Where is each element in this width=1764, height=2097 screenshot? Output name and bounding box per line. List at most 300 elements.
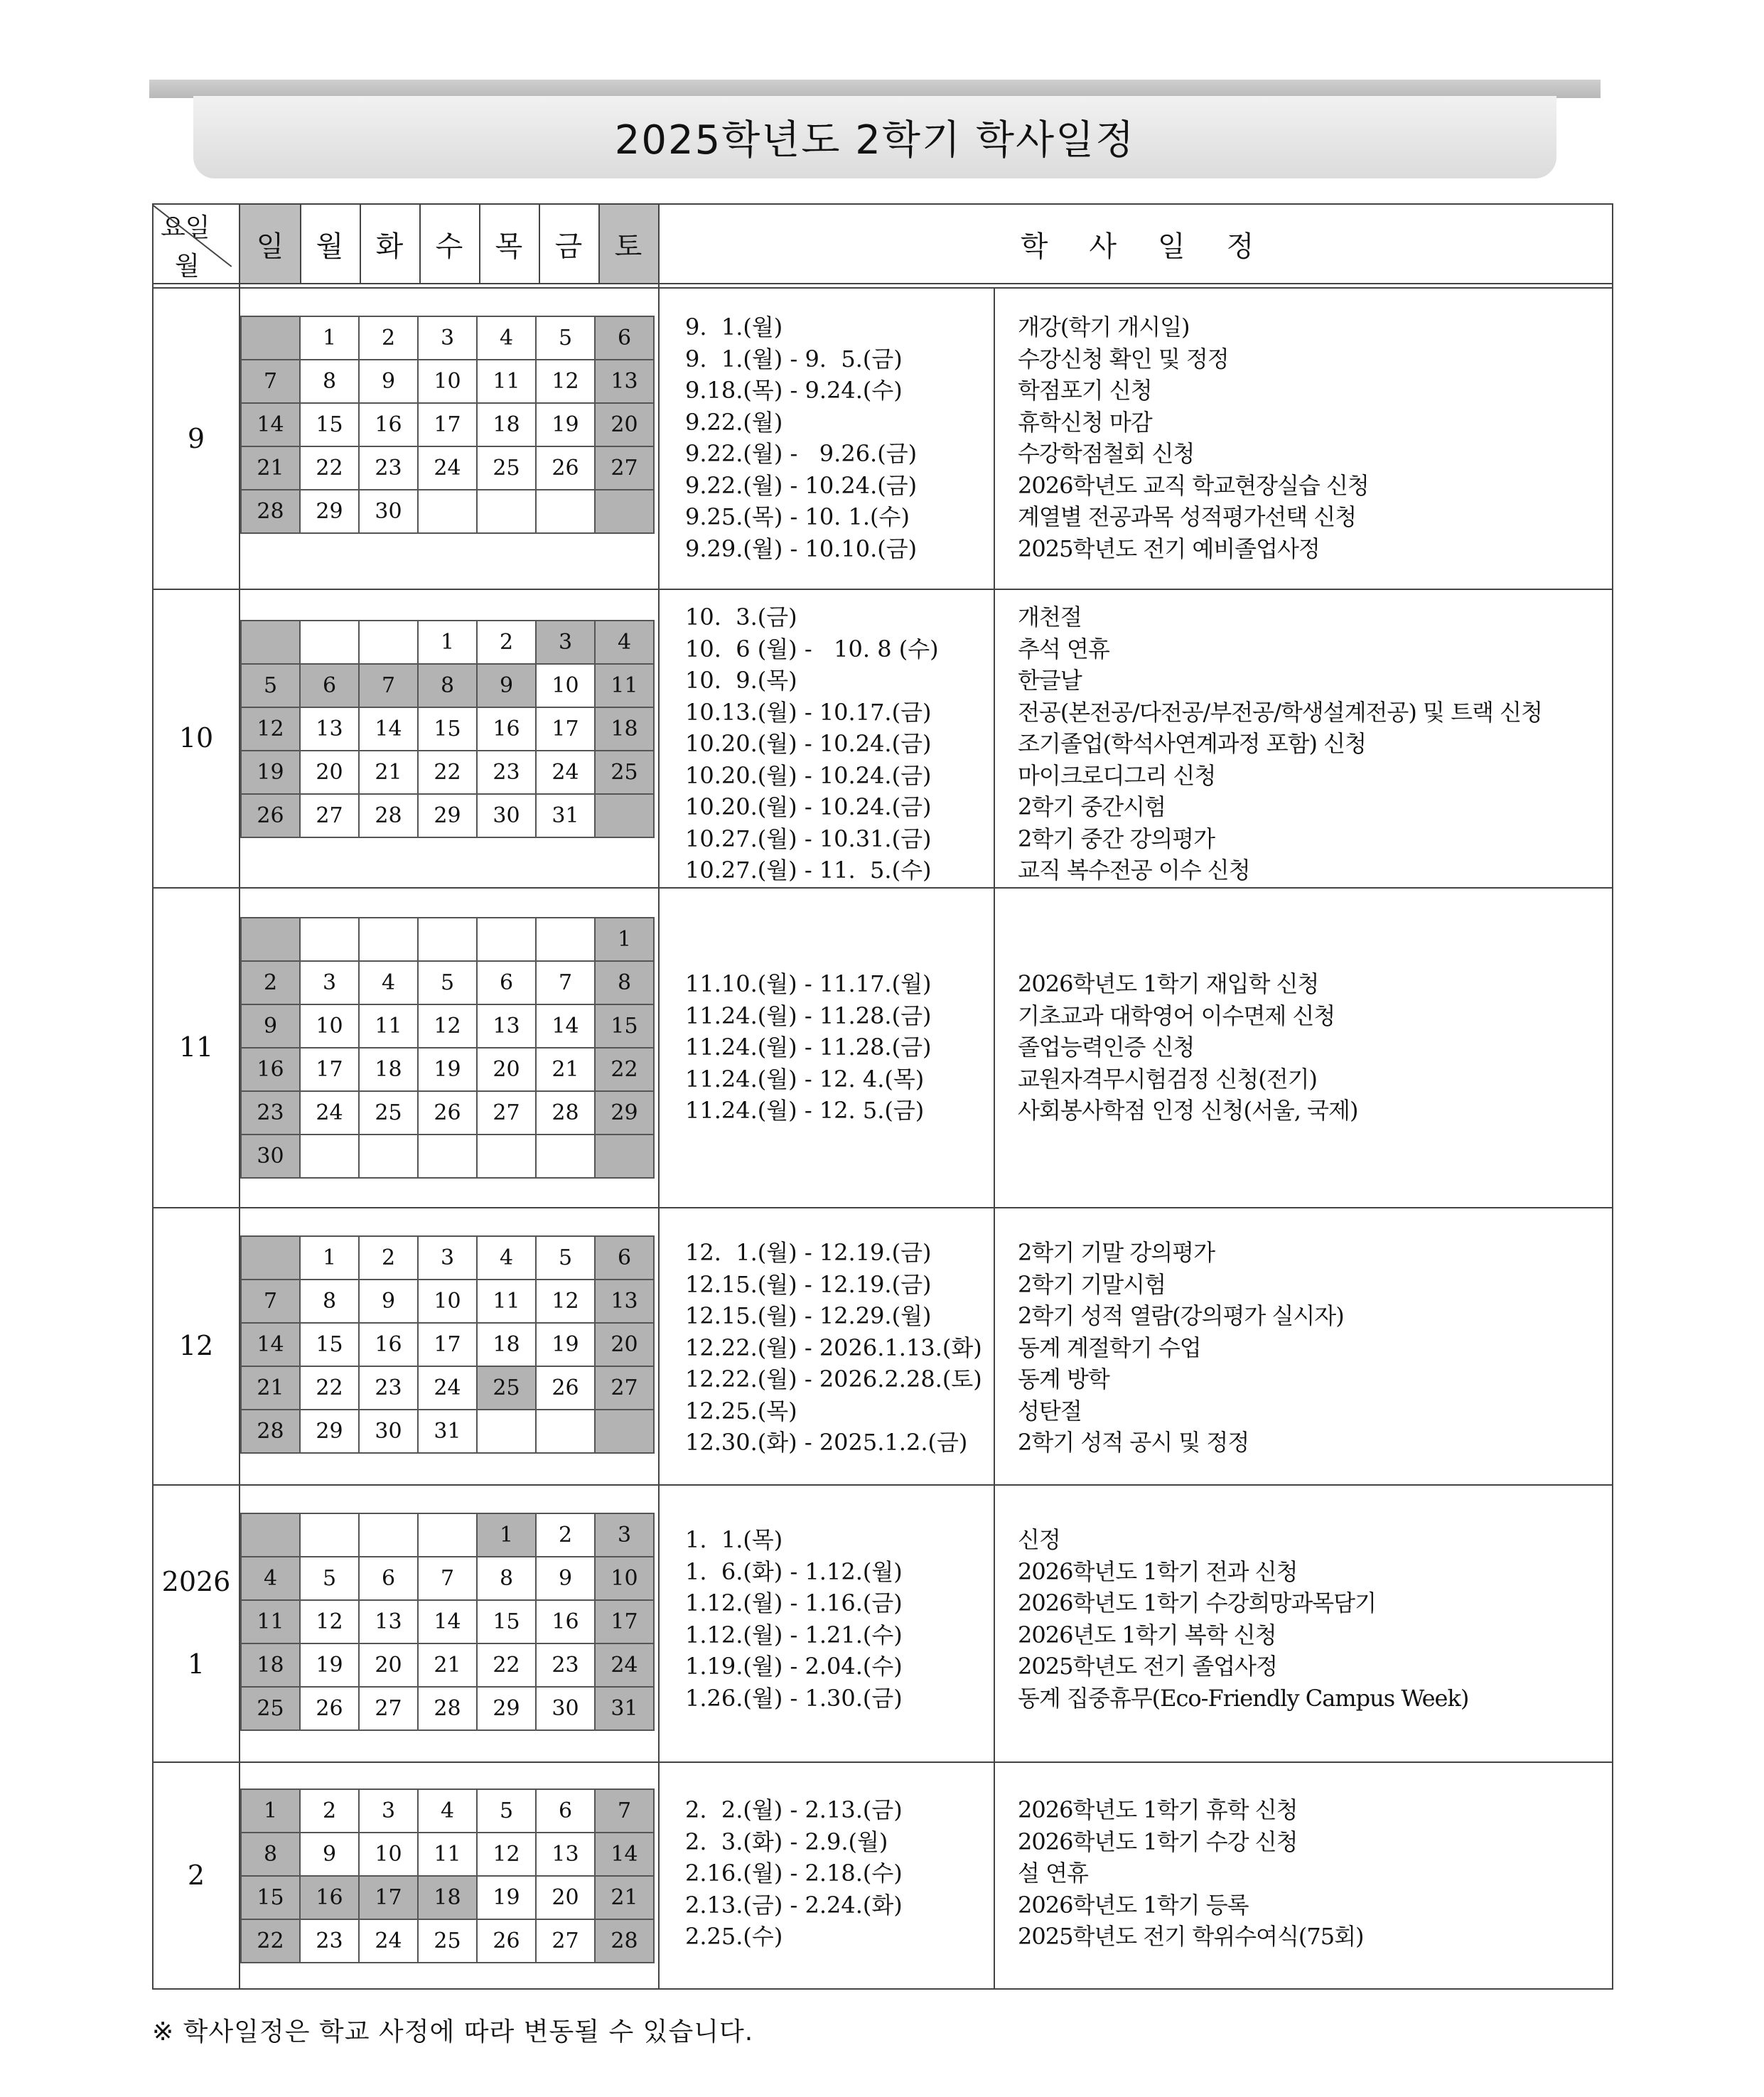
calendar-day: 9 bbox=[359, 360, 418, 403]
calendar-day bbox=[241, 1236, 300, 1280]
calendar-day: 3 bbox=[300, 961, 359, 1004]
schedule-date: 12.30.(화) - 2025.1.2.(금) bbox=[685, 1429, 968, 1456]
schedule-event: 2학기 기말시험 bbox=[1018, 1270, 1166, 1298]
calendar-day: 21 bbox=[241, 446, 300, 490]
schedule-event: 성탄절 bbox=[1018, 1397, 1082, 1425]
calendar-day: 4 bbox=[477, 1236, 536, 1280]
calendar-day: 13 bbox=[300, 707, 359, 751]
calendar-day: 6 bbox=[300, 664, 359, 707]
calendar-day: 26 bbox=[300, 1687, 359, 1730]
calendar-column-border bbox=[658, 203, 660, 1990]
calendar-day: 23 bbox=[477, 751, 536, 794]
calendar-day: 13 bbox=[536, 1833, 595, 1876]
month-separator bbox=[152, 1761, 1613, 1763]
month-calendar bbox=[240, 1235, 655, 1454]
calendar-day: 3 bbox=[418, 316, 477, 360]
calendar-day: 22 bbox=[241, 1919, 300, 1963]
calendar-week bbox=[241, 1048, 654, 1091]
schedule-event: 2026학년도 1학기 재입학 신청 bbox=[1018, 970, 1319, 997]
calendar-week bbox=[241, 1280, 654, 1323]
schedule-date: 1. 6.(화) - 1.12.(월) bbox=[685, 1557, 903, 1585]
schedule-event: 계열별 전공과목 성적평가선택 신청 bbox=[1018, 503, 1357, 530]
calendar-day: 19 bbox=[418, 1048, 477, 1091]
month-calendar bbox=[240, 917, 655, 1179]
schedule-date: 9.22.(월) bbox=[685, 408, 783, 436]
calendar-day: 4 bbox=[359, 961, 418, 1004]
calendar-day: 17 bbox=[418, 403, 477, 446]
calendar-day: 6 bbox=[477, 961, 536, 1004]
weekday-separator bbox=[419, 203, 421, 284]
schedule-date: 12.15.(월) - 12.19.(금) bbox=[685, 1270, 932, 1298]
calendar-day: 12 bbox=[536, 1280, 595, 1323]
calendar-day: 17 bbox=[595, 1600, 654, 1643]
schedule-date: 9. 1.(월) bbox=[685, 313, 783, 340]
schedule-date: 11.24.(월) - 11.28.(금) bbox=[685, 1002, 932, 1029]
schedule-event: 신정 bbox=[1018, 1526, 1060, 1553]
calendar-day: 26 bbox=[477, 1919, 536, 1963]
calendar-day: 27 bbox=[300, 794, 359, 837]
schedule-event: 조기졸업(학석사연계과정 포함) 신청 bbox=[1018, 730, 1366, 757]
calendar-day: 30 bbox=[536, 1687, 595, 1730]
weekday-separator bbox=[539, 203, 540, 284]
calendar-day: 12 bbox=[418, 1004, 477, 1048]
weekday-header-thu: 목 bbox=[495, 230, 523, 263]
calendar-week bbox=[241, 316, 654, 360]
schedule-date: 9.29.(월) - 10.10.(금) bbox=[685, 535, 918, 562]
schedule-date: 10.20.(월) - 10.24.(금) bbox=[685, 761, 932, 789]
schedule-event: 2학기 중간시험 bbox=[1018, 793, 1166, 820]
calendar-day: 6 bbox=[595, 1236, 654, 1280]
month-separator bbox=[152, 1484, 1613, 1486]
calendar-day: 2 bbox=[359, 316, 418, 360]
calendar-day: 16 bbox=[359, 1323, 418, 1366]
schedule-date: 1.19.(월) - 2.04.(수) bbox=[685, 1653, 903, 1680]
month-label-line: 10 bbox=[178, 722, 214, 753]
calendar-day: 20 bbox=[595, 403, 654, 446]
schedule-event: 2학기 성적 열람(강의평가 실시자) bbox=[1018, 1302, 1344, 1329]
schedule-date: 10. 3.(금) bbox=[685, 604, 797, 631]
calendar-day bbox=[477, 490, 536, 533]
calendar-day: 16 bbox=[300, 1876, 359, 1919]
month-label bbox=[152, 419, 240, 458]
calendar-day: 11 bbox=[477, 360, 536, 403]
schedule-event: 2025학년도 전기 학위수여식(75회) bbox=[1018, 1923, 1364, 1950]
schedule-dates bbox=[685, 1237, 982, 1459]
calendar-day: 25 bbox=[359, 1091, 418, 1135]
schedule-events bbox=[1018, 1237, 1344, 1459]
schedule-dates bbox=[685, 311, 917, 564]
schedule-events bbox=[1018, 601, 1542, 886]
calendar-day: 13 bbox=[359, 1600, 418, 1643]
schedule-event: 2026학년도 교직 학교현장실습 신청 bbox=[1018, 471, 1369, 499]
schedule-date: 1.12.(월) - 1.16.(금) bbox=[685, 1589, 903, 1616]
schedule-events bbox=[1018, 968, 1357, 1127]
calendar-day: 22 bbox=[300, 1366, 359, 1410]
schedule-date: 9.25.(목) - 10. 1.(수) bbox=[685, 503, 910, 530]
calendar-day: 25 bbox=[477, 446, 536, 490]
calendar-week bbox=[241, 707, 654, 751]
calendar-day: 17 bbox=[418, 1323, 477, 1366]
calendar-day: 15 bbox=[418, 707, 477, 751]
calendar-day: 29 bbox=[300, 490, 359, 533]
schedule-date: 2.25.(수) bbox=[685, 1923, 783, 1950]
calendar-week bbox=[241, 1091, 654, 1135]
calendar-day: 30 bbox=[359, 1410, 418, 1453]
calendar-day: 20 bbox=[536, 1876, 595, 1919]
calendar-day: 8 bbox=[418, 664, 477, 707]
calendar-day: 7 bbox=[536, 961, 595, 1004]
calendar-day: 18 bbox=[477, 1323, 536, 1366]
calendar-week bbox=[241, 1004, 654, 1048]
calendar-day: 22 bbox=[477, 1643, 536, 1687]
calendar-day: 16 bbox=[359, 403, 418, 446]
calendar-day: 10 bbox=[418, 1280, 477, 1323]
schedule-event: 교직 복수전공 이수 신청 bbox=[1018, 857, 1250, 884]
calendar-day: 26 bbox=[241, 794, 300, 837]
calendar-day: 19 bbox=[477, 1876, 536, 1919]
calendar-day: 20 bbox=[300, 751, 359, 794]
schedule-event: 설 연휴 bbox=[1018, 1860, 1088, 1887]
schedule-date: 9.18.(목) - 9.24.(수) bbox=[685, 377, 903, 404]
calendar-day: 10 bbox=[536, 664, 595, 707]
calendar-day: 27 bbox=[536, 1919, 595, 1963]
schedule-event: 2학기 중간 강의평가 bbox=[1018, 825, 1215, 852]
calendar-day: 3 bbox=[595, 1513, 654, 1557]
calendar-day: 6 bbox=[595, 316, 654, 360]
calendar-day: 28 bbox=[359, 794, 418, 837]
calendar-day: 15 bbox=[300, 1323, 359, 1366]
calendar-day bbox=[300, 621, 359, 664]
table-bottom-border bbox=[152, 1988, 1613, 1990]
month-label-line: 2026 bbox=[161, 1566, 231, 1597]
calendar-day bbox=[418, 918, 477, 961]
calendar-day: 10 bbox=[300, 1004, 359, 1048]
calendar-day: 27 bbox=[477, 1091, 536, 1135]
month-label bbox=[152, 1855, 240, 1895]
schedule-date: 10. 9.(목) bbox=[685, 667, 797, 694]
calendar-day bbox=[241, 1513, 300, 1557]
calendar-day: 24 bbox=[536, 751, 595, 794]
calendar-day: 21 bbox=[359, 751, 418, 794]
weekday-header-wed: 수 bbox=[435, 230, 463, 263]
calendar-day bbox=[300, 918, 359, 961]
calendar-day: 7 bbox=[241, 360, 300, 403]
calendar-day bbox=[595, 490, 654, 533]
calendar-day: 9 bbox=[536, 1557, 595, 1600]
schedule-event: 전공(본전공/다전공/부전공/학생설계전공) 및 트랙 신청 bbox=[1018, 698, 1542, 726]
calendar-day: 19 bbox=[300, 1643, 359, 1687]
calendar-day: 30 bbox=[477, 794, 536, 837]
calendar-week bbox=[241, 1876, 654, 1919]
calendar-week bbox=[241, 1135, 654, 1178]
calendar-week bbox=[241, 490, 654, 533]
calendar-day: 28 bbox=[536, 1091, 595, 1135]
schedule-date: 9.22.(월) - 10.24.(금) bbox=[685, 471, 918, 499]
schedule-dates bbox=[685, 1524, 903, 1714]
calendar-week bbox=[241, 1557, 654, 1600]
calendar-day: 1 bbox=[300, 1236, 359, 1280]
calendar-day: 31 bbox=[418, 1410, 477, 1453]
schedule-date: 12.22.(월) - 2026.1.13.(화) bbox=[685, 1334, 982, 1361]
calendar-day: 7 bbox=[359, 664, 418, 707]
schedule-event: 동계 방학 bbox=[1018, 1366, 1109, 1393]
calendar-day: 21 bbox=[595, 1876, 654, 1919]
month-calendar bbox=[240, 1788, 655, 1963]
calendar-day: 8 bbox=[241, 1833, 300, 1876]
schedule-event: 휴학신청 마감 bbox=[1018, 408, 1152, 436]
calendar-week bbox=[241, 1687, 654, 1730]
calendar-day: 25 bbox=[595, 751, 654, 794]
calendar-day: 10 bbox=[595, 1557, 654, 1600]
schedule-event: 2026학년도 1학기 수강희망과목담기 bbox=[1018, 1589, 1376, 1616]
weekday-separator bbox=[300, 203, 301, 284]
calendar-day: 4 bbox=[241, 1557, 300, 1600]
schedule-event: 2026학년도 1학기 휴학 신청 bbox=[1018, 1796, 1298, 1823]
calendar-week bbox=[241, 1833, 654, 1876]
calendar-day: 5 bbox=[536, 316, 595, 360]
schedule-event: 2026학년도 1학기 수강 신청 bbox=[1018, 1828, 1298, 1855]
schedule-date: 9. 1.(월) - 9. 5.(금) bbox=[685, 345, 903, 372]
calendar-day: 1 bbox=[300, 316, 359, 360]
calendar-day: 21 bbox=[418, 1643, 477, 1687]
calendar-day: 23 bbox=[536, 1643, 595, 1687]
calendar-day: 14 bbox=[595, 1833, 654, 1876]
calendar-day: 19 bbox=[536, 403, 595, 446]
calendar-day: 1 bbox=[477, 1513, 536, 1557]
calendar-day: 5 bbox=[477, 1789, 536, 1833]
schedule-date: 1.26.(월) - 1.30.(금) bbox=[685, 1684, 903, 1712]
calendar-week bbox=[241, 1919, 654, 1963]
calendar-day: 16 bbox=[536, 1600, 595, 1643]
calendar-week bbox=[241, 1643, 654, 1687]
calendar-day: 25 bbox=[241, 1687, 300, 1730]
weekday-separator bbox=[598, 203, 600, 284]
calendar-day bbox=[359, 918, 418, 961]
schedule-event: 2025학년도 전기 예비졸업사정 bbox=[1018, 535, 1320, 562]
schedule-date: 2. 3.(화) - 2.9.(월) bbox=[685, 1828, 888, 1855]
schedule-events bbox=[1018, 1794, 1364, 1953]
calendar-day bbox=[241, 621, 300, 664]
calendar-day: 16 bbox=[477, 707, 536, 751]
calendar-day: 17 bbox=[300, 1048, 359, 1091]
schedule-date: 10.20.(월) - 10.24.(금) bbox=[685, 793, 932, 820]
calendar-day: 14 bbox=[536, 1004, 595, 1048]
calendar-day: 27 bbox=[595, 1366, 654, 1410]
calendar-day bbox=[595, 1410, 654, 1453]
calendar-day: 22 bbox=[595, 1048, 654, 1091]
corner-label-month: 월 bbox=[175, 252, 200, 281]
calendar-day: 17 bbox=[359, 1876, 418, 1919]
calendar-day: 4 bbox=[477, 316, 536, 360]
calendar-day: 14 bbox=[241, 1323, 300, 1366]
schedule-event: 2026학년도 1학기 전과 신청 bbox=[1018, 1557, 1298, 1585]
calendar-day: 24 bbox=[418, 1366, 477, 1410]
calendar-day: 20 bbox=[595, 1323, 654, 1366]
calendar-day: 30 bbox=[241, 1135, 300, 1178]
weekday-header-mon: 월 bbox=[316, 230, 344, 263]
calendar-day: 26 bbox=[418, 1091, 477, 1135]
calendar-day: 27 bbox=[359, 1687, 418, 1730]
month-calendar bbox=[240, 620, 655, 838]
schedule-date: 1.12.(월) - 1.21.(수) bbox=[685, 1621, 903, 1648]
calendar-day: 7 bbox=[595, 1789, 654, 1833]
calendar-day: 29 bbox=[477, 1687, 536, 1730]
schedule-date: 10. 6 (월) - 10. 8 (수) bbox=[685, 635, 939, 663]
calendar-week bbox=[241, 1789, 654, 1833]
schedule-event: 2학기 기말 강의평가 bbox=[1018, 1239, 1215, 1266]
calendar-day: 23 bbox=[241, 1091, 300, 1135]
month-label-line: 12 bbox=[178, 1330, 214, 1361]
calendar-day: 1 bbox=[595, 918, 654, 961]
calendar-day: 9 bbox=[300, 1833, 359, 1876]
schedule-events bbox=[1018, 311, 1369, 564]
calendar-day bbox=[241, 918, 300, 961]
calendar-day bbox=[595, 1135, 654, 1178]
calendar-day: 8 bbox=[300, 360, 359, 403]
calendar-week bbox=[241, 1366, 654, 1410]
calendar-week bbox=[241, 664, 654, 707]
calendar-day: 18 bbox=[418, 1876, 477, 1919]
calendar-day: 15 bbox=[300, 403, 359, 446]
calendar-day: 8 bbox=[477, 1557, 536, 1600]
header-bottom-border bbox=[152, 283, 1613, 284]
calendar-day: 31 bbox=[536, 794, 595, 837]
schedule-date: 2.16.(월) - 2.18.(수) bbox=[685, 1860, 903, 1887]
calendar-week bbox=[241, 961, 654, 1004]
calendar-day bbox=[359, 1135, 418, 1178]
schedule-date: 10.20.(월) - 10.24.(금) bbox=[685, 730, 932, 757]
calendar-day: 14 bbox=[418, 1600, 477, 1643]
schedule-event: 수강학점철회 신청 bbox=[1018, 440, 1195, 467]
calendar-day: 23 bbox=[359, 446, 418, 490]
calendar-day: 8 bbox=[300, 1280, 359, 1323]
calendar-day: 3 bbox=[359, 1789, 418, 1833]
calendar-day: 15 bbox=[241, 1876, 300, 1919]
schedule-event: 사회봉사학점 인정 신청(서울, 국제) bbox=[1018, 1097, 1358, 1124]
calendar-day: 19 bbox=[536, 1323, 595, 1366]
calendar-day bbox=[418, 490, 477, 533]
calendar-week bbox=[241, 621, 654, 664]
calendar-day: 10 bbox=[359, 1833, 418, 1876]
calendar-day bbox=[536, 1410, 595, 1453]
calendar-day bbox=[418, 1135, 477, 1178]
calendar-day: 21 bbox=[536, 1048, 595, 1091]
calendar-day: 9 bbox=[241, 1004, 300, 1048]
calendar-day bbox=[300, 1513, 359, 1557]
schedule-date: 2. 2.(월) - 2.13.(금) bbox=[685, 1796, 903, 1823]
table-top-border bbox=[152, 203, 1613, 205]
month-separator bbox=[152, 589, 1613, 590]
schedule-event: 동계 계절학기 수업 bbox=[1018, 1334, 1201, 1361]
calendar-day: 2 bbox=[300, 1789, 359, 1833]
calendar-day: 10 bbox=[418, 360, 477, 403]
footnote: ※ 학사일정은 학교 사정에 따라 변동될 수 있습니다. bbox=[152, 2017, 754, 2047]
schedule-event: 2026년도 1학기 복학 신청 bbox=[1018, 1621, 1276, 1648]
schedule-dates bbox=[685, 968, 931, 1127]
calendar-week bbox=[241, 1410, 654, 1453]
schedule-event: 추석 연휴 bbox=[1018, 635, 1109, 663]
calendar-day: 13 bbox=[595, 360, 654, 403]
calendar-day: 25 bbox=[477, 1366, 536, 1410]
schedule-date: 11.24.(월) - 11.28.(금) bbox=[685, 1034, 932, 1061]
schedule-event: 2025학년도 전기 졸업사정 bbox=[1018, 1653, 1277, 1680]
table-left-border bbox=[152, 203, 154, 1990]
calendar-day bbox=[477, 918, 536, 961]
schedule-date: 11.24.(월) - 12. 5.(금) bbox=[685, 1097, 925, 1124]
calendar-day: 2 bbox=[241, 961, 300, 1004]
calendar-day: 13 bbox=[595, 1280, 654, 1323]
schedule-date: 11.24.(월) - 12. 4.(목) bbox=[685, 1065, 925, 1093]
calendar-day bbox=[241, 316, 300, 360]
month-label-line: 1 bbox=[187, 1648, 205, 1680]
calendar-week bbox=[241, 403, 654, 446]
calendar-day: 27 bbox=[595, 446, 654, 490]
schedule-date: 12.15.(월) - 12.29.(월) bbox=[685, 1302, 932, 1329]
calendar-day: 5 bbox=[536, 1236, 595, 1280]
calendar-day: 3 bbox=[418, 1236, 477, 1280]
page-title: 2025학년도 2학기 학사일정 bbox=[614, 117, 1136, 163]
corner-label-weekday: 요일 bbox=[161, 213, 210, 242]
calendar-day: 28 bbox=[241, 490, 300, 533]
calendar-day: 3 bbox=[536, 621, 595, 664]
calendar-day: 4 bbox=[595, 621, 654, 664]
calendar-day: 12 bbox=[300, 1600, 359, 1643]
table-right-border bbox=[1612, 203, 1613, 1990]
calendar-day: 15 bbox=[477, 1600, 536, 1643]
calendar-day: 20 bbox=[359, 1643, 418, 1687]
calendar-day: 12 bbox=[477, 1833, 536, 1876]
calendar-day: 28 bbox=[595, 1919, 654, 1963]
calendar-day: 11 bbox=[595, 664, 654, 707]
calendar-day: 8 bbox=[595, 961, 654, 1004]
weekday-separator bbox=[479, 203, 480, 284]
month-separator bbox=[152, 1207, 1613, 1208]
calendar-day: 1 bbox=[241, 1789, 300, 1833]
schedule-date: 2.13.(금) - 2.24.(화) bbox=[685, 1891, 903, 1919]
calendar-day: 22 bbox=[300, 446, 359, 490]
calendar-day: 24 bbox=[418, 446, 477, 490]
schedule-date: 11.10.(월) - 11.17.(월) bbox=[685, 970, 932, 997]
calendar-day bbox=[359, 621, 418, 664]
schedule-date: 9.22.(월) - 9.26.(금) bbox=[685, 440, 918, 467]
month-calendar bbox=[240, 1513, 655, 1731]
calendar-day: 5 bbox=[300, 1557, 359, 1600]
schedule-event: 동계 집중휴무(Eco-Friendly Campus Week) bbox=[1018, 1684, 1469, 1712]
calendar-day: 7 bbox=[418, 1557, 477, 1600]
weekday-header-sun: 일 bbox=[240, 203, 300, 284]
calendar-day: 15 bbox=[595, 1004, 654, 1048]
calendar-day bbox=[300, 1135, 359, 1178]
schedule-date: 10.13.(월) - 10.17.(금) bbox=[685, 698, 932, 726]
calendar-week bbox=[241, 751, 654, 794]
calendar-day: 31 bbox=[595, 1687, 654, 1730]
calendar-day: 25 bbox=[418, 1919, 477, 1963]
calendar-week bbox=[241, 918, 654, 961]
calendar-day bbox=[536, 918, 595, 961]
calendar-day: 2 bbox=[536, 1513, 595, 1557]
calendar-day: 18 bbox=[595, 707, 654, 751]
calendar-day: 1 bbox=[418, 621, 477, 664]
calendar-day: 22 bbox=[418, 751, 477, 794]
weekday-header-tue: 화 bbox=[375, 230, 404, 263]
schedule-event: 교원자격무시험검정 신청(전기) bbox=[1018, 1065, 1317, 1093]
calendar-day: 2 bbox=[477, 621, 536, 664]
schedule-event: 2026학년도 1학기 등록 bbox=[1018, 1891, 1249, 1919]
calendar-day: 9 bbox=[477, 664, 536, 707]
calendar-week bbox=[241, 1323, 654, 1366]
title-banner bbox=[193, 96, 1556, 178]
calendar-day: 12 bbox=[536, 360, 595, 403]
